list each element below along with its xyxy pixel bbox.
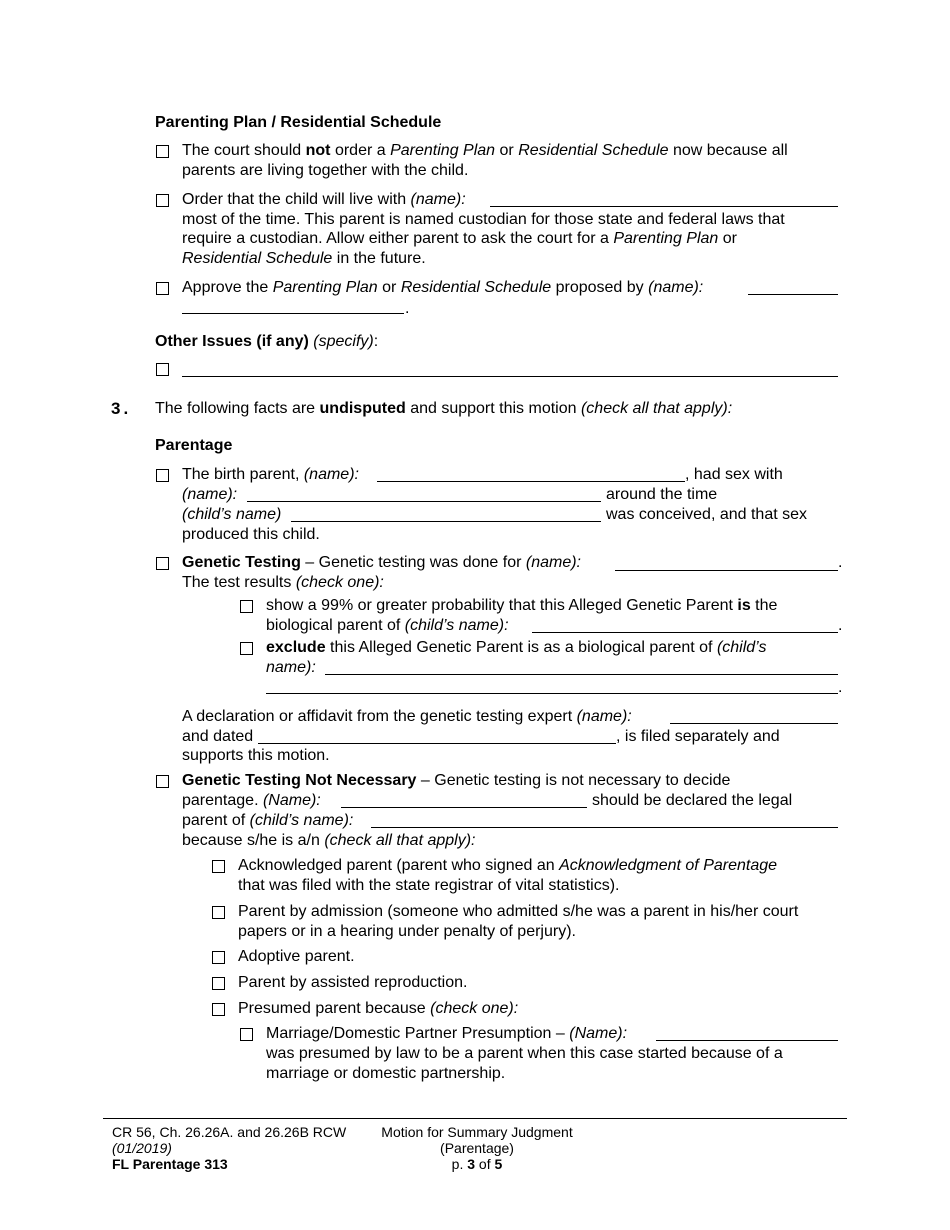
other-issues-checkbox[interactable] bbox=[156, 363, 169, 376]
probability-checkbox[interactable] bbox=[240, 600, 253, 613]
presumed-parent-text: Presumed parent because (check one): bbox=[238, 1000, 519, 1017]
adoptive-parent-checkbox[interactable] bbox=[212, 951, 225, 964]
assisted-reproduction-text: Parent by assisted reproduction. bbox=[238, 974, 468, 991]
declaration-dated-label: and dated bbox=[182, 728, 254, 745]
no-plan-checkbox[interactable] bbox=[156, 145, 169, 158]
section3-intro: The following facts are undisputed and support this motion (check all that apply): bbox=[155, 400, 733, 417]
not-necessary-line2: parentage. (Name): bbox=[182, 792, 321, 809]
birth-other-name-label: (name): bbox=[182, 486, 238, 503]
expert-name-field[interactable] bbox=[670, 723, 838, 724]
birth-child-name-label: (child’s name) bbox=[182, 506, 282, 523]
birth-child-name-field[interactable] bbox=[291, 521, 601, 522]
footer-page-number: p. 3 of 5 bbox=[451, 1156, 503, 1172]
birth-text-produced: produced this child. bbox=[182, 526, 320, 543]
marriage-presumption-name-field[interactable] bbox=[656, 1040, 838, 1041]
marriage-presumption-line2: was presumed by law to be a parent when this case started because of a bbox=[266, 1045, 783, 1062]
exclude-name-label: name): bbox=[266, 659, 316, 676]
footer-form-number: FL Parentage 313 bbox=[112, 1156, 228, 1172]
not-necessary-line4: because s/he is a/n (check all that apply): bbox=[182, 832, 476, 849]
custodian-text-line4: Residential Schedule in the future. bbox=[182, 250, 426, 267]
acknowledged-parent-line2: that was filed with the state registrar of vital statistics). bbox=[238, 877, 620, 894]
section-number: 3. bbox=[111, 399, 132, 418]
genetic-testing-name-field[interactable] bbox=[615, 570, 838, 571]
genetic-results-text: The test results (check one): bbox=[182, 574, 384, 591]
declaration-date-field[interactable] bbox=[258, 743, 616, 744]
approve-plan-period: . bbox=[405, 300, 410, 317]
other-issues-field[interactable] bbox=[182, 376, 838, 377]
other-party-name-field[interactable] bbox=[247, 501, 601, 502]
probability-text-line2: biological parent of (child’s name): bbox=[266, 617, 509, 634]
approve-plan-name-field-2[interactable] bbox=[182, 313, 404, 314]
birth-parent-name-field[interactable] bbox=[377, 481, 685, 482]
legal-parent-child-name-field[interactable] bbox=[371, 827, 838, 828]
assisted-reproduction-checkbox[interactable] bbox=[212, 977, 225, 990]
parenting-plan-heading: Parenting Plan / Residential Schedule bbox=[155, 114, 442, 131]
acknowledged-parent-checkbox[interactable] bbox=[212, 860, 225, 873]
probability-child-name-field[interactable] bbox=[532, 632, 838, 633]
declaration-text: A declaration or affidavit from the genetic testing expert (name): bbox=[182, 708, 632, 725]
marriage-presumption-text: Marriage/Domestic Partner Presumption – (Name): bbox=[266, 1025, 628, 1042]
exclude-child-name-field[interactable] bbox=[325, 674, 838, 675]
marriage-presumption-line3: marriage or domestic partnership. bbox=[266, 1065, 506, 1082]
birth-text-around: around the time bbox=[606, 486, 718, 503]
genetic-testing-text: Genetic Testing – Genetic testing was done for (name): bbox=[182, 554, 581, 571]
adoptive-parent-text: Adoptive parent. bbox=[238, 948, 355, 965]
footer-rule-citation: CR 56, Ch. 26.26A. and 26.26B RCW bbox=[112, 1124, 347, 1140]
probability-text: show a 99% or greater probability that this Alleged Genetic Parent is the bbox=[266, 597, 778, 614]
custodian-text: Order that the child will live with (name): bbox=[182, 191, 466, 208]
parent-by-admission-text: Parent by admission (someone who admitted s/he was a parent in his/her court bbox=[238, 903, 799, 920]
not-necessary-declared-text: should be declared the legal bbox=[592, 792, 793, 809]
birth-parent-checkbox[interactable] bbox=[156, 469, 169, 482]
declaration-filed-text: , is filed separately and bbox=[616, 728, 780, 745]
probability-period: . bbox=[838, 617, 843, 634]
approve-plan-text: Approve the Parenting Plan or Residential Schedule proposed by (name): bbox=[182, 279, 704, 296]
footer-title: Motion for Summary Judgment bbox=[381, 1124, 573, 1140]
parentage-heading: Parentage bbox=[155, 437, 233, 454]
birth-parent-text: The birth parent, (name): bbox=[182, 466, 359, 483]
not-necessary-text: Genetic Testing Not Necessary – Genetic testing is not necessary to decide bbox=[182, 772, 731, 789]
legal-parent-name-field[interactable] bbox=[341, 807, 587, 808]
footer-date: (01/2019) bbox=[112, 1140, 172, 1156]
approve-plan-name-field[interactable] bbox=[748, 294, 838, 295]
other-issues-heading: Other Issues (if any) (specify): bbox=[155, 333, 379, 350]
exclude-checkbox[interactable] bbox=[240, 642, 253, 655]
parent-by-admission-checkbox[interactable] bbox=[212, 906, 225, 919]
footer-subtitle: (Parentage) bbox=[440, 1140, 514, 1156]
marriage-presumption-checkbox[interactable] bbox=[240, 1028, 253, 1041]
custodian-name-field[interactable] bbox=[490, 206, 838, 207]
no-plan-text-line2: parents are living together with the child. bbox=[182, 162, 469, 179]
declaration-supports-text: supports this motion. bbox=[182, 747, 330, 764]
exclude-text: exclude this Alleged Genetic Parent is as a biological parent of (child’s bbox=[266, 639, 767, 656]
acknowledged-parent-text: Acknowledged parent (parent who signed an Acknowledgment of Parentage bbox=[238, 857, 778, 874]
genetic-testing-checkbox[interactable] bbox=[156, 557, 169, 570]
exclude-period: . bbox=[838, 679, 843, 696]
exclude-child-name-field-2[interactable] bbox=[266, 693, 838, 694]
parent-by-admission-line2: papers or in a hearing under penalty of perjury). bbox=[238, 923, 576, 940]
no-plan-text: The court should not order a Parenting Plan or Residential Schedule now because all bbox=[182, 142, 788, 159]
birth-text-conceived: was conceived, and that sex bbox=[606, 506, 808, 523]
approve-plan-checkbox[interactable] bbox=[156, 282, 169, 295]
birth-parent-text-b: , had sex with bbox=[685, 466, 783, 483]
custodian-checkbox[interactable] bbox=[156, 194, 169, 207]
presumed-parent-checkbox[interactable] bbox=[212, 1003, 225, 1016]
not-necessary-line3: parent of (child’s name): bbox=[182, 812, 354, 829]
genetic-testing-period: . bbox=[838, 554, 843, 571]
custodian-text-line2: most of the time. This parent is named custodian for those state and federal laws that bbox=[182, 211, 785, 228]
not-necessary-checkbox[interactable] bbox=[156, 775, 169, 788]
footer-rule bbox=[103, 1118, 847, 1119]
custodian-text-line3: require a custodian. Allow either parent to ask the court for a Parenting Plan or bbox=[182, 230, 737, 247]
